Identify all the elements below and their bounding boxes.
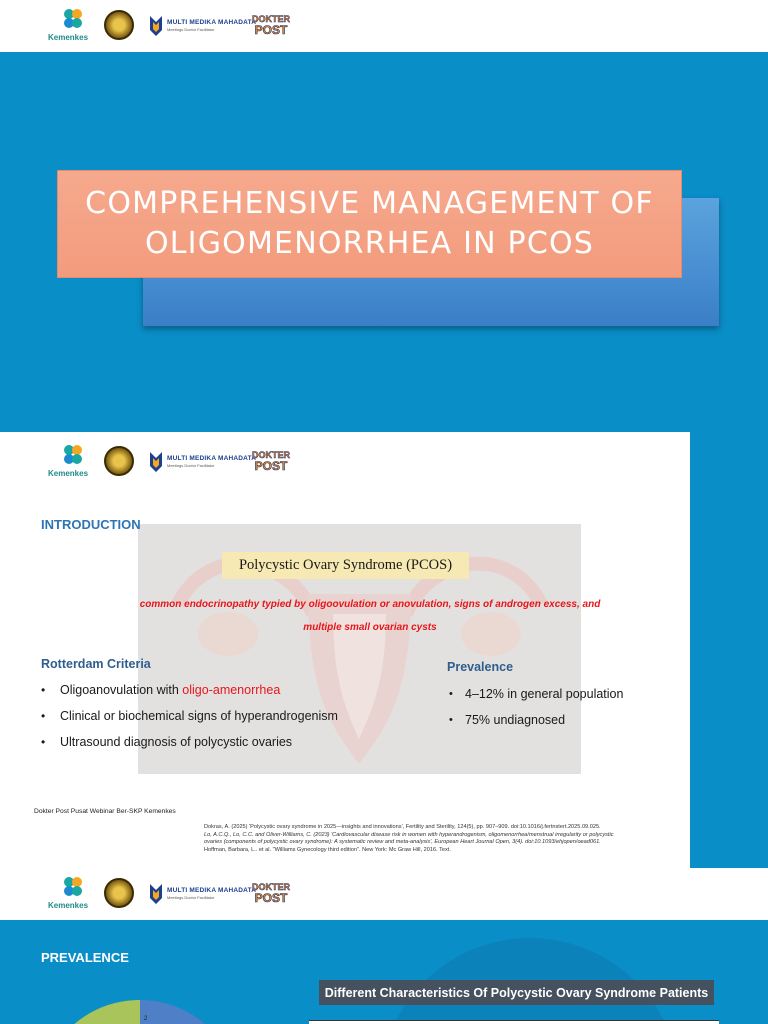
multi-medika-icon xyxy=(148,882,164,906)
logo-bar-slide3 xyxy=(0,868,768,920)
references xyxy=(204,824,690,854)
pie-label: 2 xyxy=(144,1016,148,1022)
kemenkes-text: Kemenkes xyxy=(48,469,89,478)
kemenkes-logo xyxy=(48,876,96,914)
dokter-post-top: DOKTER xyxy=(252,882,290,892)
kemenkes-text: Kemenkes xyxy=(48,33,89,42)
kemenkes-mark-icon xyxy=(62,444,84,466)
dokter-post-logo xyxy=(252,882,290,908)
prevalence-pie-chart xyxy=(40,1000,240,1024)
multi-medika-icon xyxy=(148,450,164,474)
list-item: • 4–12% in general population xyxy=(449,686,679,712)
reference-line: Lo, A.C.Q., Lo, C.C. and Oliver-Williams, C. (2023) 'Cardiovascular disease risk in women with hyperandrogenism, oligomenorrhea/menstrual irregularity or polycystic xyxy=(204,831,614,838)
title-box xyxy=(57,170,682,278)
pie-slice xyxy=(140,1000,240,1024)
list-item xyxy=(41,682,361,708)
dokter-post-logo xyxy=(252,14,290,40)
dokter-post-bottom: POST xyxy=(254,891,288,905)
seal-logo xyxy=(104,878,134,908)
introduction-slide xyxy=(0,432,690,868)
dokter-post-bottom: POST xyxy=(254,23,288,37)
title-line-1: COMPREHENSIVE MANAGEMENT OF xyxy=(85,186,654,221)
prevalence-slide xyxy=(0,920,768,1024)
reference-line: Dokras, A. (2025) 'Polycystic ovary syndrome in 2025—insights and innovations', Fertility and Sterility, 124(5), pp. 907–909. doi:10.1016/j.fertnstert.2025.09.025. xyxy=(204,824,601,830)
pcos-label xyxy=(222,552,469,579)
multi-medika-title: MULTI MEDIKA MAHADATA xyxy=(167,887,257,894)
seal-logo xyxy=(104,446,134,476)
characteristics-title xyxy=(319,980,714,1005)
criteria-highlight: oligo-amenorrhea xyxy=(182,683,281,697)
criteria-text: Oligoanovulation with xyxy=(60,683,183,697)
introduction-heading: INTRODUCTION xyxy=(41,517,141,532)
logo-bar-slide2 xyxy=(0,432,690,484)
multi-medika-logo xyxy=(148,882,257,908)
list-item xyxy=(41,734,361,760)
slide-gap xyxy=(690,432,768,868)
criteria-text: Clinical or biochemical signs of hyperandrogenism xyxy=(60,709,338,723)
dokter-post-bottom: POST xyxy=(254,459,288,473)
definition-line-2: multiple small ovarian cysts xyxy=(303,622,437,633)
list-item xyxy=(41,708,361,734)
pcos-label-text: Polycystic Ovary Syndrome (PCOS) xyxy=(238,557,453,573)
multi-medika-sub: Meetings Doctor Facilitator xyxy=(167,895,215,900)
kemenkes-logo xyxy=(48,444,96,482)
definition-line-1: common endocrinopathy typied by oligoovulation or anovulation, signs of androgen excess, and xyxy=(139,599,601,610)
multi-medika-icon xyxy=(148,14,164,38)
title-line-2: OLIGOMENORRHEA IN PCOS xyxy=(144,226,595,261)
kemenkes-logo xyxy=(48,8,96,46)
characteristics-title-text: Different Characteristics Of Polycystic Ovary Syndrome Patients xyxy=(324,985,709,1000)
kemenkes-text: Kemenkes xyxy=(48,901,89,910)
pie-slice xyxy=(70,1000,140,1024)
reference-line: Hoffman, Barbara, L.. et al. "Williams Gynecology third edition". New York: Mc Graw Hill, 2016. Text. xyxy=(204,846,451,853)
prevalence-list xyxy=(449,686,679,738)
multi-medika-sub: Meetings Doctor Facilitator xyxy=(167,463,215,468)
characteristics-table xyxy=(309,1020,719,1024)
kemenkes-mark-icon xyxy=(62,8,84,30)
logo-bar-top xyxy=(0,0,768,52)
criteria-text: Ultrasound diagnosis of polycystic ovaries xyxy=(60,735,293,749)
criteria-list xyxy=(41,682,361,760)
prevalence-heading: Prevalence xyxy=(447,660,514,674)
dokter-post-top: DOKTER xyxy=(252,450,290,460)
list-item: • 75% undiagnosed xyxy=(449,712,679,738)
rotterdam-heading: Rotterdam Criteria xyxy=(41,657,151,671)
dokter-post-logo xyxy=(252,450,290,476)
multi-medika-title: MULTI MEDIKA MAHADATA xyxy=(167,19,257,26)
seal-logo xyxy=(104,10,134,40)
multi-medika-sub: Meetings Doctor Facilitator xyxy=(167,27,215,32)
multi-medika-logo xyxy=(148,14,257,40)
footer-credit: Dokter Post Pusat Webinar Ber-SKP Kemenkes xyxy=(34,808,176,815)
dokter-post-top: DOKTER xyxy=(252,14,290,24)
multi-medika-logo xyxy=(148,450,257,476)
prevalence-slide-heading: PREVALENCE xyxy=(41,950,129,965)
multi-medika-title: MULTI MEDIKA MAHADATA xyxy=(167,455,257,462)
kemenkes-mark-icon xyxy=(62,876,84,898)
title-slide xyxy=(0,52,768,432)
reference-line: ovaries (components of polycystic ovary syndrome): A systematic review and meta-analysis', European Heart Journal Open, 3(4). doi:10.1093/ehjopen/oead061. xyxy=(204,839,601,846)
